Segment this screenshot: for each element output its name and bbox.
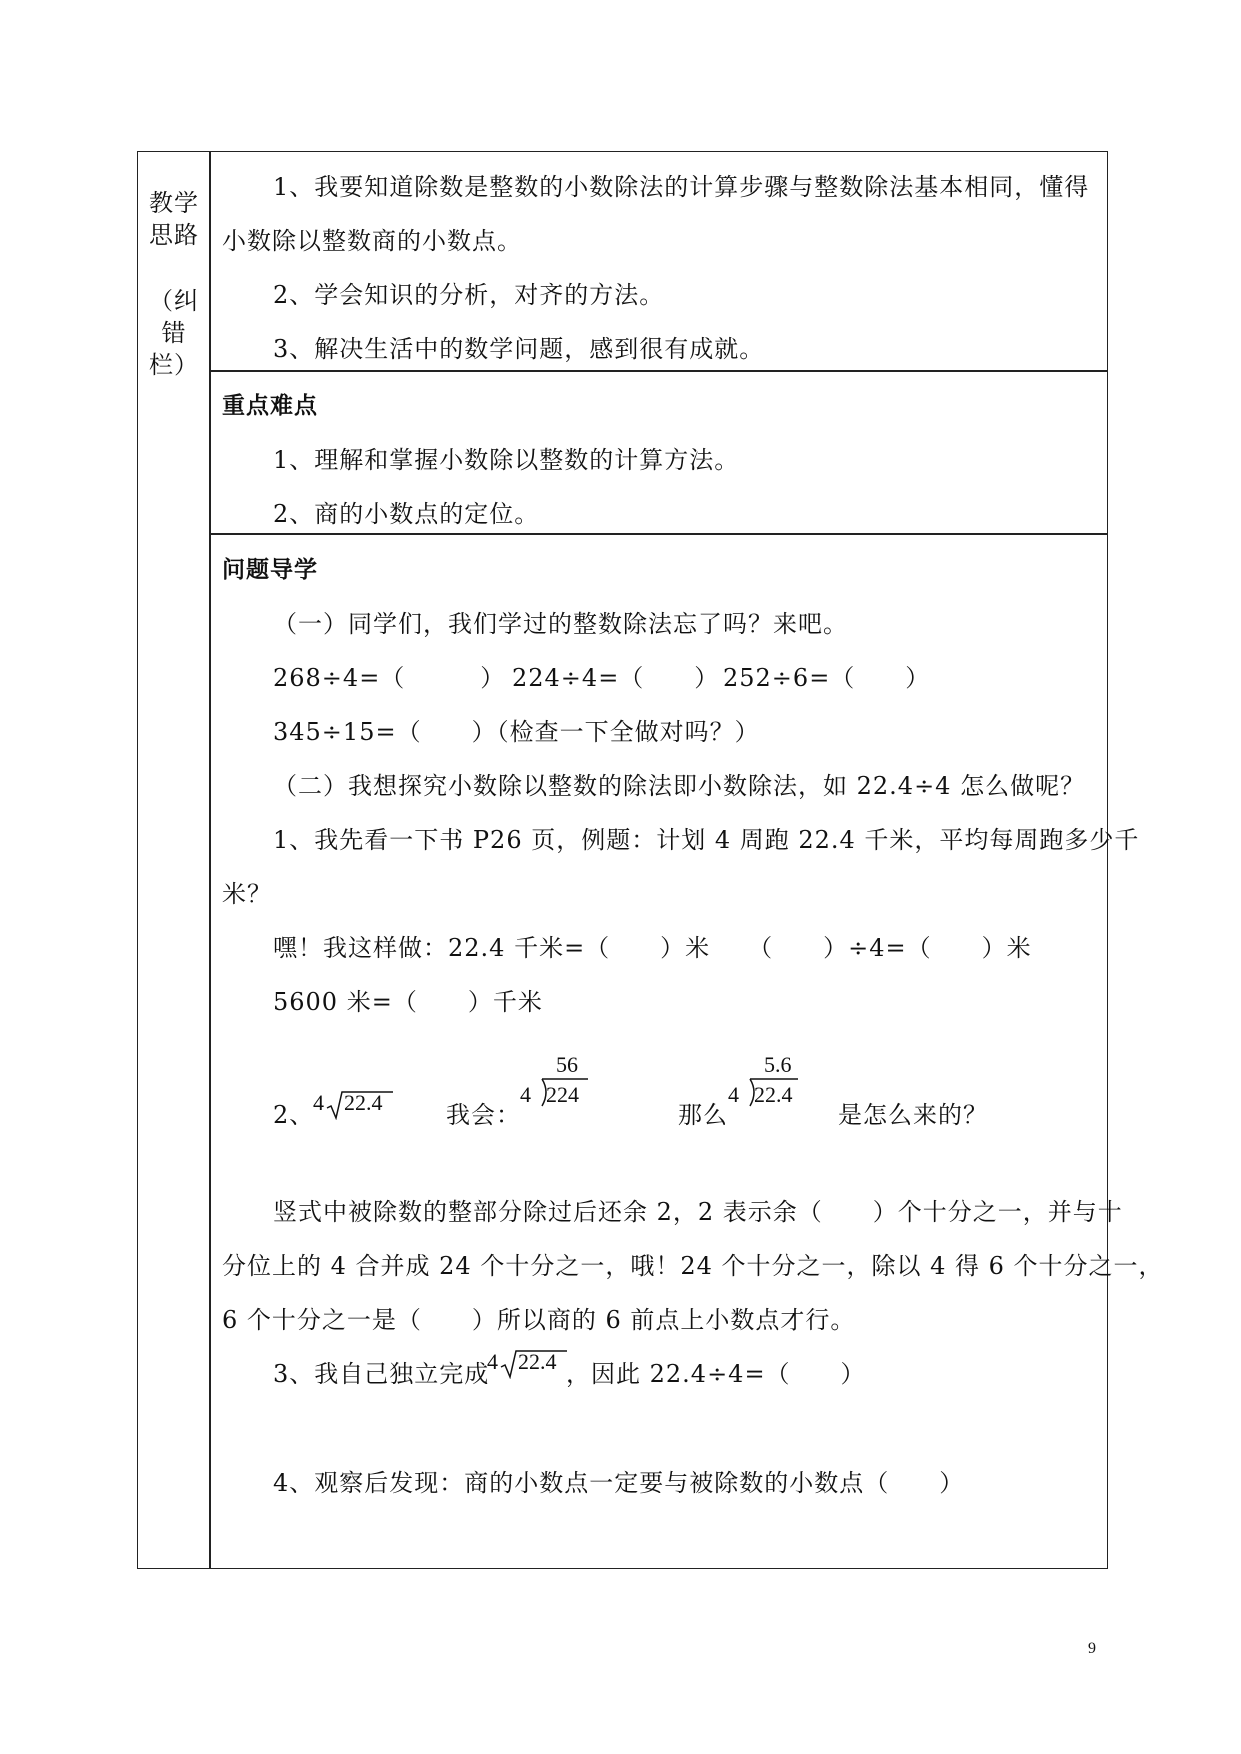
i-can-label: 我会： xyxy=(446,1101,521,1129)
meters-to-km-line: 5600 米=（ ）千米 xyxy=(273,988,543,1016)
explanation-line-1: 竖式中被除数的整部分除过后还余 2，2 表示余（ ）个十分之一，并与十 xyxy=(273,1198,1123,1226)
then-label: 那么 xyxy=(678,1101,728,1129)
column-divider xyxy=(209,151,211,1569)
page-number: 9 xyxy=(1088,1640,1096,1657)
row-divider-2 xyxy=(209,533,1108,535)
example-line-1: 1、我先看一下书 P26 页，例题：计划 4 周跑 22.4 千米，平均每周跑多少千 xyxy=(273,826,1140,854)
question-1-intro: （一）同学们，我们学过的整数除法忘了吗？来吧。 xyxy=(273,610,848,638)
objective-line-3: 2、学会知识的分析，对齐的方法。 xyxy=(273,281,665,309)
question-2-intro: （二）我想探究小数除以整数的除法即小数除法，如 22.4÷4 怎么做呢？ xyxy=(273,772,1086,800)
calc-268: 268÷4=（ ） xyxy=(273,664,506,692)
key-points-heading: 重点难点 xyxy=(222,393,318,419)
step-4-observation: 4、观察后发现：商的小数点一定要与被除数的小数点（ ） xyxy=(273,1469,965,1497)
key-point-1: 1、理解和掌握小数除以整数的计算方法。 xyxy=(273,446,740,474)
sidebar-label-line1: 教学 xyxy=(149,189,199,217)
explanation-line-3: 6 个十分之一是（ ）所以商的 6 前点上小数点才行。 xyxy=(222,1306,856,1334)
objective-line-1: 1、我要知道除数是整数的小数除法的计算步骤与整数除法基本相同，懂得 xyxy=(273,173,1090,201)
explanation-line-2: 分位上的 4 合并成 24 个十分之一，哦！24 个十分之一，除以 4 得 6 个十分之一， xyxy=(222,1252,1164,1280)
calc-345: 345÷15=（ ）（检查一下全做对吗？） xyxy=(273,718,760,746)
how-derived-label: 是怎么来的？ xyxy=(838,1101,988,1129)
key-point-2: 2、商的小数点的定位。 xyxy=(273,500,540,528)
sidebar-label-line2: 思路 xyxy=(149,221,199,249)
objective-line-4: 3、解决生活中的数学问题，感到很有成就。 xyxy=(273,335,765,363)
sidebar-label-line5: 栏） xyxy=(149,351,199,379)
step-3-suffix: ，因此 22.4÷4=（ ） xyxy=(566,1360,866,1388)
objective-line-2: 小数除以整数商的小数点。 xyxy=(222,227,522,255)
step-3-prefix: 3、我自己独立完成 xyxy=(273,1360,490,1388)
example-line-2: 米？ xyxy=(222,880,272,908)
sidebar-label-line3: （纠 xyxy=(149,287,199,315)
guided-questions-heading: 问题导学 xyxy=(222,557,318,583)
calc-252: 252÷6=（ ） xyxy=(723,664,931,692)
calc-224: 224÷4=（ ） xyxy=(512,664,720,692)
step-2-prefix: 2、 xyxy=(273,1101,315,1129)
conversion-line: 嘿！我这样做：22.4 千米=（ ）米 （ ）÷4=（ ）米 xyxy=(273,934,1032,962)
sidebar-label-line4: 错 xyxy=(161,319,187,347)
row-divider-1 xyxy=(209,370,1108,372)
